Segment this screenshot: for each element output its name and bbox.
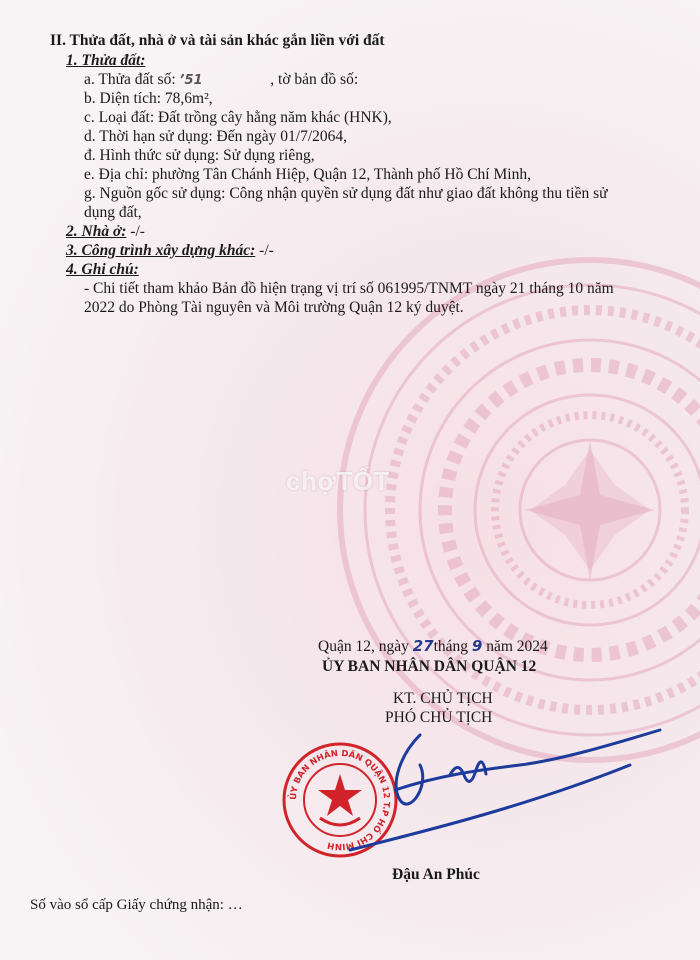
origin-line-2: dụng đất, [84, 204, 142, 221]
signer-role-1: KT. CHỦ TỊCH [393, 690, 493, 707]
date-month-label: tháng [433, 638, 472, 655]
area-line: b. Diện tích: 78,6m², [84, 90, 213, 107]
address-line: e. Địa chỉ: phường Tân Chánh Hiệp, Quận 12, Thành phố Hồ Chí Minh, [84, 166, 531, 183]
chotot-watermark: chợTỐT [286, 466, 390, 496]
signer-role-2: PHÓ CHỦ TỊCH [385, 709, 493, 726]
item3-line [66, 242, 274, 260]
map-sheet-label: , tờ bản đồ số: [270, 71, 359, 88]
parcel-number-value: ’51 [179, 73, 203, 88]
date-month: 9 [471, 637, 483, 655]
land-type-line: c. Loại đất: Đất trồng cây hằng năm khác (HNK), [84, 109, 392, 126]
item2-line [66, 223, 145, 241]
item2-value: -/- [126, 223, 145, 240]
parcel-number-line [84, 71, 358, 90]
usage-term-line: d. Thời hạn sử dụng: Đến ngày 01/7/2064, [84, 128, 348, 145]
issuing-authority: ỦY BAN NHÂN DÂN QUẬN 12 [322, 658, 537, 675]
parcel-number-label: a. Thửa đất số: [84, 71, 180, 88]
section-title: II. Thửa đất, nhà ở và tài sản khác gắn liền với đất [50, 32, 385, 49]
item1-heading: 1. Thửa đất: [66, 52, 146, 69]
registry-line [30, 896, 243, 914]
date-day: 27 [412, 637, 434, 655]
signature [330, 715, 690, 855]
signer-name: Đậu An Phúc [392, 866, 480, 883]
item2-heading: 2. Nhà ở: [66, 223, 127, 240]
date-year: năm 2024 [482, 638, 548, 655]
origin-line-1: g. Nguồn gốc sử dụng: Công nhận quyền sử dụng đất như giao đất không thu tiền sử [84, 185, 608, 202]
item3-value: -/- [255, 242, 274, 259]
item3-heading: 3. Công trình xây dựng khác: [66, 242, 256, 259]
usage-form-line: đ. Hình thức sử dụng: Sử dụng riêng, [84, 147, 315, 164]
drum-pattern-background [330, 250, 700, 770]
seal-ring-text: ỦY BAN NHÂN DÂN QUẬN 12 T.P HỒ CHÍ MINH [288, 748, 392, 852]
note-line-2: 2022 do Phòng Tài nguyên và Môi trường Quận 12 ký duyệt. [84, 299, 464, 316]
date-prefix: Quận 12, ngày [318, 638, 413, 655]
signing-date [318, 637, 548, 656]
item4-heading: 4. Ghi chú: [66, 261, 139, 278]
note-line-1: - Chi tiết tham khảo Bản đồ hiện trạng vị trí số 061995/TNMT ngày 21 tháng 10 năm [84, 280, 614, 297]
registry-value: … [227, 897, 243, 913]
registry-label: Số vào sổ cấp Giấy chứng nhận: [30, 897, 228, 913]
